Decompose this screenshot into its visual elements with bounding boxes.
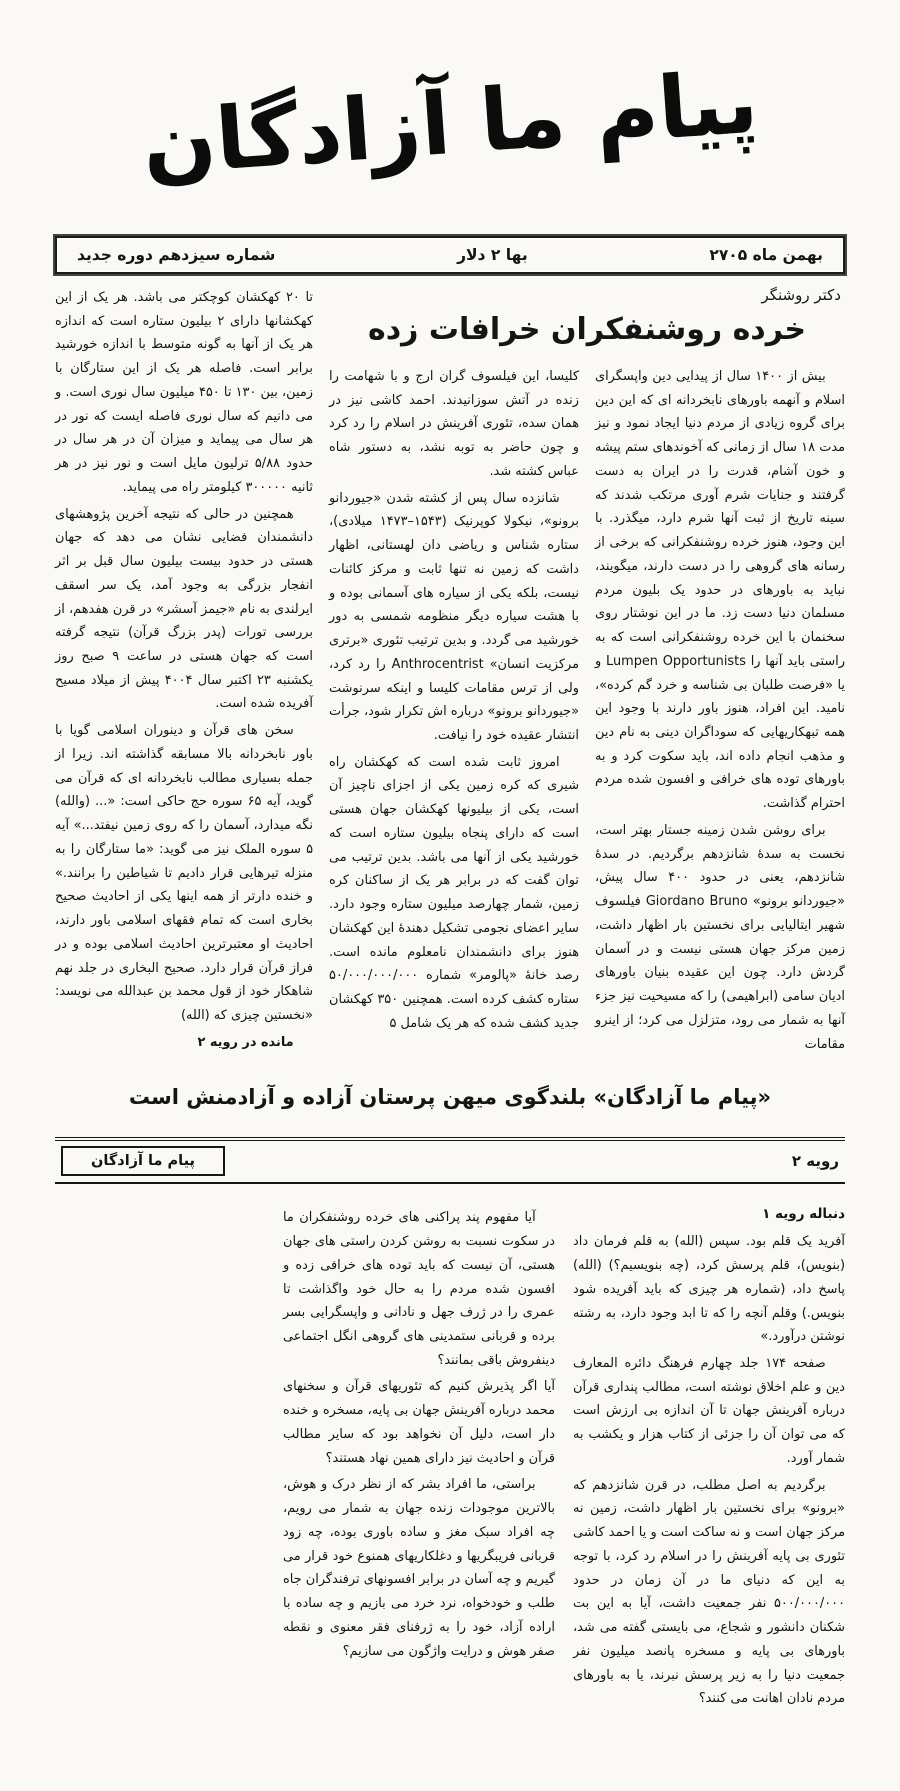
slogan: «پیام ما آزادگان» بلندگوی میهن پرستان آزاده و آزادمنش است (128, 1085, 772, 1110)
article-column-2 (329, 365, 579, 1039)
paper-name-box: پیام ما آزادگان (61, 1146, 225, 1176)
paragraph: سخن های قرآن و دینوران اسلامی گویا با باور نابخردانه بالا مسابقه گذاشته اند. زیرا از جمله بسیاری مطالب نابخردانه ای که قرآن می گوید، آیه ۶۵ سوره حج حاکی است: «... (والله) نگه میدارد، آسمان را که روی زمین نیفتد...» آیه ۵ سوره الملک نیز می گوید: «ما ستارگان را به منزله تیرهایی قرار دادیم تا شیاطین را برانند.» و خنده دارتر از همه اینها یکی از احادیث صحیح بخاری است که تمام فقهای اسلامی باور دارند، احادیث او معتبرترین احادیث اسلامی بوده و در فراز قرآن قرار دارد. صحیح البخاری در جلد نهم شاهکار خود از قول محمد بن عبدالله می نویسد: «نخستین چیزی که (الله) (55, 723, 314, 1024)
paragraph: براستی، ما افراد بشر که از نظر درک و هوش، بالاترین موجودات زنده جهان به شمار می رویم، چه افراد سبک مغز و ساده باوری بوده، چه زود قربانی فریبگریها و دغلکاریهای همنوع خود قرار می گیریم و چه آسان در برابر افسونهای ترفندگران جاه طلب و خودخواه، نرد خرد می بازیم و چه ساده با اراده آزاد، خود را به ژرفنای فقر معنوی و نقطه صفر هوش و درایت واژگون می سازیم؟ (283, 1477, 555, 1659)
paragraph: بیش از ۱۴۰۰ سال از پیدایی دین واپسگرای اسلام و آنهمه باورهای نابخردانه ای که این دین برای گروه زیادی از مردم دنیا ایجاد نمود و نیز مدت ۱۸ سال از زمانی که آخوندهای ستم پیشه و خون آشام، قدرت را در ایران به دست گرفتند و جنایات شرم آوری مرتکب شدند که سینه تاریخ از ثبت آنها شرم دارد، میگذرد. با این وجود، هنوز خرده روشنفکرانی که برخی از رسانه های گروهی را در دست دارند، میگویند، نباید به باورهای در حدود یک بلیون مردم مسلمان دنیا دست زد. ما در این نوشتار روی سخنمان با این خرده روشنفکرانی است که به راستی باید آنها را Lumpen Opportunists و یا «فرصت طلبان بی شناسه و خرد گم کرده»، نامید. این افراد، هنوز باور دارند با وجود این همه تبهکاریهایی که سوداگران دینی به نام دین و مذهب انجام داده اند، باید سکوت کرد و به باورهای توده های خرافی و افسون شده مردم احترام گذاشت. (595, 369, 846, 812)
masthead-title: پیام ما آزادگان (139, 52, 761, 196)
article-columns (329, 365, 845, 1059)
front-article (55, 286, 845, 1059)
article-column-1 (595, 365, 845, 1059)
page2-article (55, 1206, 845, 1714)
paragraph: برای روشن شدن زمینه جستار بهتر است، نخست به سدهٔ شانزدهم برگردیم. در سدهٔ شانزدهم، یعنی در حدود ۴۰۰ سال پیش، «جیوردانو برونو» Giordano Bruno فیلسوف شهیر ایتالیایی برای نخستین بار اظهار داشت، زمین مرکز جهان هستی نیست و در آسمان گردش دارد. چون این عقیده بنیان باورهای ادیان سامی (ابراهیمی) را که مسیحیت نیز جزء آنها به شمار می رود، متزلزل می کرد؛ از اینرو مقامات (595, 822, 845, 1052)
paragraph: آیا اگر پذیرش کنیم که تئوریهای قرآن و سخنهای محمد درباره آفرینش جهان بی پایه، مسخره و خنده دار است، دلیل آن نخواهد بود که سایر مطالب قرآن و احادیث نیز دارای همین نهاد هستند؟ (283, 1379, 555, 1466)
paragraph: همچنین در حالی که نتیجه آخرین پژوهشهای دانشمندان فضایی نشان می دهد که جهان هستی در حدود بیست بیلیون سال قبل بر اثر انفجار بزرگی به وجود آمد، یک سر اسقف ایرلندی به نام «جیمز آسشر» در قرن هفدهم، از بررسی تورات (پدر بزرگ قرآن) نتیجه گرفته است که جهان هستی در ساعت ۹ صبح روز یکشنبه ۲۳ اکتبر سال ۴۰۰۴ پیش از میلاد مسیح آفریده شده است. (55, 506, 314, 712)
page2-header (55, 1137, 845, 1184)
paragraph: تا ۲۰ کهکشان کوچکتر می باشد. هر یک از این کهکشانها دارای ۲ بیلیون ستاره است که اندازه هر یک از آنها به گونه متوسط با اندازه خورشید برابر است. فاصله هر یک از این ستارگان با زمین، بین ۱۳۰ تا ۴۵۰ میلیون سال نوری است. و می دانیم که سال نوری فاصله ایست که نور در هر سال می پیماید و میزان آن در هر سال در حدود ۵/۸۸ ترلیون مایل است و نور نیز در هر ثانیه ۳۰۰۰۰۰ کیلومتر راه می پیماید. (55, 290, 314, 495)
paragraph: برگردیم به اصل مطلب، در قرن شانزدهم که «برونو» برای نخستین بار اظهار داشت، زمین نه مرکز جهان است و نه ساکت است و یا احمد کاشی تئوری بی پایه آفرینش را در اسلام رد کرد، با توجه به این که دنیای ما در آن زمان در حدود ۵۰۰/۰۰۰/۰۰۰ نفر جمعیت داشت، آیا به این بت شکنان دانشور و شجاع، می بایستی گفته می شد، باورهای بی پایه و مسخره پانصد میلیون نفر جمعیت دنیا را به زیر پرسش نبرند، یا به باورهای مردم نادان اهانت می کنند؟ (573, 1477, 845, 1707)
page2-column-1 (573, 1206, 845, 1714)
issue-price: بها ۲ دلار (457, 246, 528, 264)
page2-column-2 (283, 1206, 555, 1666)
issue-date: بهمن ماه ۲۷۰۵ (709, 246, 823, 264)
paragraph: امروز ثابت شده است که کهکشان راه شیری که کره زمین یکی از اجزای ناچیز آن است، یکی از بیلیونها کهکشان جهان هستی است که دارای پنجاه بیلیون ستاره است که خورشید یکی از آنها می باشد. بدین ترتیب می توان گفت که در برابر هر یک از ساکنان کره زمین، شمار چهارصد میلیون ستاره وجود دارد. سایر اعضای نجومی تشکیل دهندهٔ این کهکشان هنوز برای دانشمندان نامعلوم مانده است. رصد خانهٔ «پالومر» شماره ۵۰/۰۰۰/۰۰۰/۰۰۰ ستاره کشف کرده است. همچنین ۳۵۰ کهکشان جدید کشف شده که هر یک شامل ۵ (329, 754, 579, 1031)
article-column-3 (55, 286, 313, 1058)
paragraph: آیا مفهوم پند پراکنی های خرده روشنفکران ما در سکوت نسبت به روشن کردن راستی های جهان هستی، آن نیست که باید توده های خرافی زده و افسون شده مردم را به حال خود واگذاشت تا عمری را در ژرف جهل و نادانی و واپسگرایی بسر برده و قربانی ستمدینی های گروهی انگل اجتماعی دینفروش باقی بمانند؟ (283, 1210, 555, 1368)
issue-info-bar (55, 236, 845, 274)
continuation-from-page1-label: دنباله رویه ۱ (762, 1206, 845, 1223)
paragraph: آفرید یک قلم بود. سپس (الله) به قلم فرمان داد (بنویس)، قلم پرسش کرد، (چه بنویسیم؟) (الله) پاسخ داد، (شماره هر چیزی که باید آفریده شود بنویس.) وقلم آنچه را که تا ابد وجود دارد، به رشته نوشتن درآورد.» (573, 1234, 845, 1345)
byline: دکتر روشنگر (761, 286, 841, 304)
continued-on-page2-marker: مانده در رویه ۲ (197, 1034, 294, 1050)
article-main (329, 286, 845, 1059)
headline: خرده روشنفکران خرافات زده (368, 312, 806, 347)
issue-number: شماره سیزدهم دوره جدید (77, 246, 276, 264)
paragraph: صفحه ۱۷۴ جلد چهارم فرهنگ دائره المعارف دین و علم اخلاق نوشته است، مطالب پنداری قرآن درباره آفرینش جهان تا آن اندازه بی ارزش است که می توان آن را جزئی از کتاب هزار و یکشب به شمار آورد. (573, 1355, 845, 1466)
masthead (0, 0, 900, 230)
paragraph: کلیسا، این فیلسوف گران ارج و با شهامت را زنده در آتش سوزانیدند. احمد کاشی نیز در همان سده، تئوری آفرینش در اسلام را رد کرد و چون حاضر به توبه نشد، به دستور شاه عباس کشته شد. (329, 369, 579, 479)
paragraph: شانزده سال پس از کشته شدن «جیوردانو برونو»، نیکولا کوپرنیک (۱۵۴۳–۱۴۷۳ میلادی)، ستاره شناس و ریاضی دان لهستانی، اظهار داشت که زمین نه تنها ثابت و مرکز کائنات نیست، بلکه یکی از سیاره های آسمانی بوده و با هشت سیاره دیگر منظومه شمسی به دور خورشید می گردد. و بدین ترتیب تئوری «برتری مرکزیت انسان» Anthrocentrist را رد کرد، ولی از ترس مقامات کلیسا و اینکه سرنوشت «جیوردانو برونو» درباره اش تکرار شود، جرأت انتشار عقیده خود را نیافت. (329, 490, 579, 744)
page-number-label: رویه ۲ (791, 1152, 839, 1171)
